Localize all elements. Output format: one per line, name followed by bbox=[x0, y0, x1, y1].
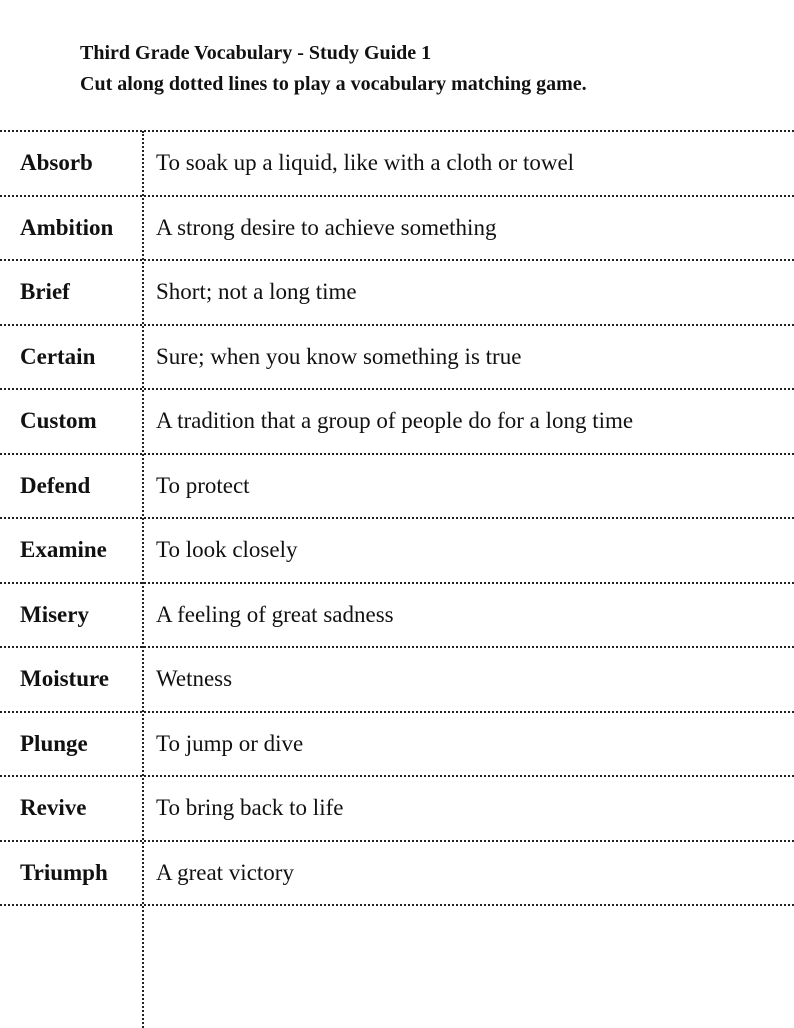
vocab-row-ambition bbox=[0, 197, 794, 262]
vocabulary-table bbox=[0, 130, 794, 906]
vocab-term: Misery bbox=[20, 601, 89, 627]
vocab-term: Examine bbox=[20, 537, 107, 563]
vocab-definition: Short; not a long time bbox=[156, 279, 357, 305]
vocab-term: Plunge bbox=[20, 730, 88, 756]
vocab-row-misery bbox=[0, 584, 794, 649]
vocab-definition: A strong desire to achieve something bbox=[156, 214, 497, 240]
vocab-row-revive bbox=[0, 777, 794, 842]
vocab-definition: To protect bbox=[156, 472, 250, 498]
instructions-text: Cut along dotted lines to play a vocabulary matching game. bbox=[80, 73, 587, 95]
vocab-term: Certain bbox=[20, 343, 96, 369]
vocab-definition: Wetness bbox=[156, 666, 233, 692]
vocab-term: Defend bbox=[20, 472, 91, 498]
vocab-term: Triumph bbox=[20, 859, 108, 885]
vocab-definition: To look closely bbox=[156, 537, 298, 563]
page-title: Third Grade Vocabulary - Study Guide 1 bbox=[80, 42, 432, 64]
page-header bbox=[80, 38, 780, 100]
vocab-definition: A feeling of great sadness bbox=[156, 601, 394, 627]
vocab-definition: To soak up a liquid, like with a cloth or towel bbox=[156, 150, 575, 176]
vocab-definition: To bring back to life bbox=[156, 795, 344, 821]
vocab-row-certain bbox=[0, 326, 794, 391]
vocab-row-moisture bbox=[0, 648, 794, 713]
vocab-term: Moisture bbox=[20, 666, 110, 692]
vocab-term: Revive bbox=[20, 795, 87, 821]
vocab-term: Ambition bbox=[20, 214, 114, 240]
vocab-definition: Sure; when you know something is true bbox=[156, 343, 522, 369]
vocab-term: Absorb bbox=[20, 150, 93, 176]
vocab-row-plunge bbox=[0, 713, 794, 778]
vocab-definition: To jump or dive bbox=[156, 730, 304, 756]
vocab-definition: A great victory bbox=[156, 859, 294, 885]
vocab-row-triumph bbox=[0, 842, 794, 907]
vocab-term: Custom bbox=[20, 408, 97, 434]
vocab-row-brief bbox=[0, 261, 794, 326]
vocab-row-custom bbox=[0, 390, 794, 455]
vocab-definition: A tradition that a group of people do for a long time bbox=[156, 408, 634, 434]
vocab-row-absorb bbox=[0, 132, 794, 197]
vocab-row-defend bbox=[0, 455, 794, 520]
vocab-row-examine bbox=[0, 519, 794, 584]
vocab-term: Brief bbox=[20, 279, 70, 305]
